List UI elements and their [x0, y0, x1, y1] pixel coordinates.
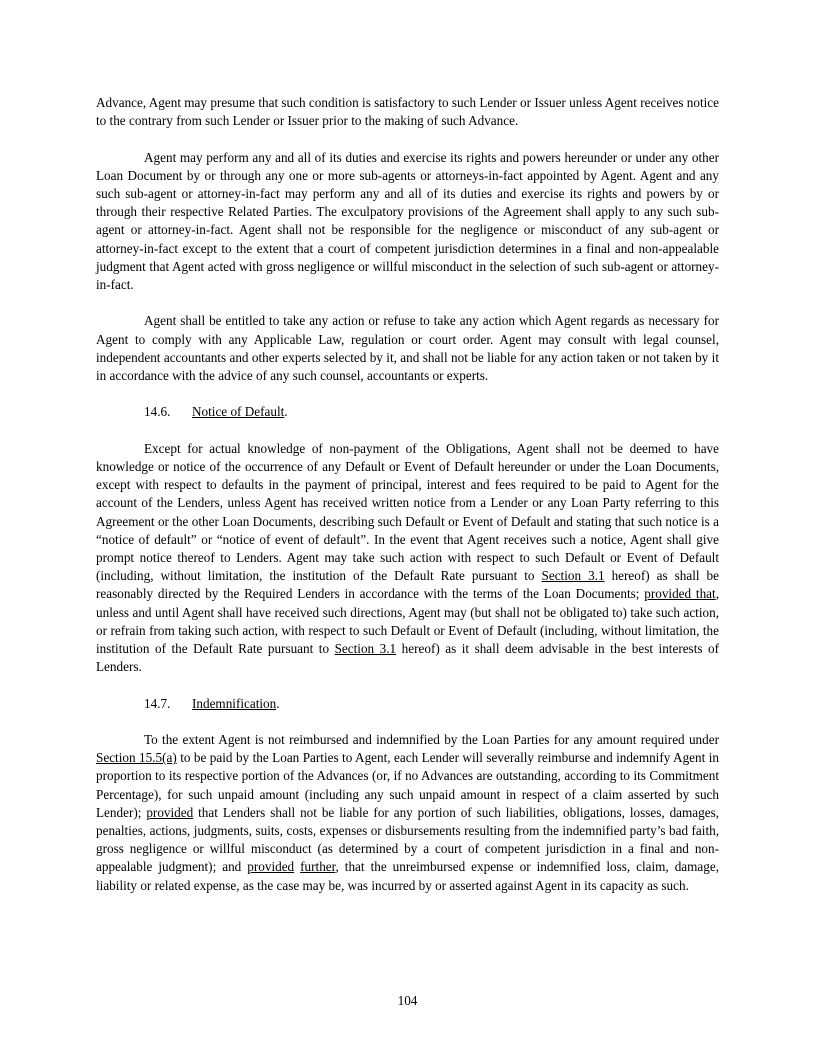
- further-term: further: [300, 859, 336, 875]
- section-number: 14.7.: [144, 695, 171, 711]
- text-run: hereof) as it shall deem advisable in the best interests of Lenders.: [96, 641, 719, 675]
- text-run: that Lenders shall not be liable for any portion of such liabilities, obligations, losses, damages, penalties, actions, judgments, suits, costs, expenses or disbursements resulting from the indemnified party’s bad faith, gross negligence or willful misconduct (as determined by a court of competent jurisdiction in a final and non-appealable judgment); and: [96, 804, 719, 875]
- paragraph-legal-counsel: Agent shall be entitled to take any action or refuse to take any action which Agent regards as necessary for Agent to comply with any Applicable Law, regulation or court order. Agent may consult with legal counsel, independent accountants and other experts selected by it, and shall not be liable for any action taken or not taken by it in accordance with the advice of any such counsel, accountants or experts.: [96, 313, 719, 384]
- paragraph-sub-agents: Agent may perform any and all of its duties and exercise its rights and powers hereunder or under any other Loan Document by or through any one or more sub-agents or attorneys-in-fact appointed by Agent. Agent and any such sub-agent or attorney-in-fact may perform any and all of its duties and exercise its rights and powers by or through their respective Related Parties. The exculpatory provisions of the Agreement shall apply to any such sub-agent or attorney-in-fact. Agent shall not be responsible for the negligence or misconduct of any sub-agent or attorney-in-fact except to the extent that a court of competent jurisdiction determines in a final and non-appealable judgment that Agent acted with gross negligence or willful misconduct in the selection of such sub-agent or attorney-in-fact.: [96, 149, 719, 293]
- page-number: 104: [397, 993, 418, 1008]
- text-run: , unless and until Agent shall have received such directions, Agent may (but shall not be obligated to) take such action, or refrain from taking such action, with respect to such Default or Event of Default (including, without limitation, the institution of the Default Rate pursuant to: [96, 586, 719, 657]
- section-title-period: .: [284, 404, 288, 420]
- section-reference: Section 3.1: [541, 568, 605, 584]
- section-title-period: .: [276, 695, 280, 711]
- text-run: , that the unreimbursed expense or indemnified loss, claim, damage, liability or related expense, as the case may be, was incurred by or asserted against Agent in its capacity as such.: [96, 859, 720, 893]
- paragraph-advance-condition: Advance, Agent may presume that such condition is satisfactory to such Lender or Issuer unless Agent receives notice to the contrary from such Lender or Issuer prior to the making of such Advance.: [96, 95, 719, 129]
- provided-that-term: provided that: [644, 586, 716, 602]
- section-number: 14.6.: [144, 404, 171, 420]
- provided-term: provided: [146, 804, 194, 820]
- section-reference: Section 3.1: [334, 641, 397, 657]
- section-heading-14-7: [96, 695, 719, 713]
- section-heading-14-6: [96, 403, 719, 421]
- text-run: to be paid by the Loan Parties to Agent, each Lender will severally reimburse and indemnify Agent in proportion to its respective portion of the Advances (or, if no Advances are outstanding, according to its Commitment Percentage), for such unpaid amount (including any such unpaid amount in respect of a claim asserted by such Lender);: [96, 750, 719, 820]
- text-run: To the extent Agent is not reimbursed and indemnified by the Loan Parties for any amount required under: [144, 732, 719, 748]
- paragraph-indemnification: [96, 731, 719, 895]
- section-title: Notice of Default: [192, 404, 285, 420]
- provided-term: provided: [247, 859, 295, 875]
- text-run: Except for actual knowledge of non-payment of the Obligations, Agent shall not be deemed to have knowledge or notice of the occurrence of any Default or Event of Default hereunder or under the Loan Documents, except with respect to defaults in the payment of principal, interest and fees required to be paid to Agent for the account of the Lenders, unless Agent has received written notice from a Lender or any Loan Party referring to this Agreement or the other Loan Documents, describing such Default or Event of Default and stating that such notice is a “notice of default” or “notice of event of default”. In the event that Agent receives such a notice, Agent shall give prompt notice thereof to Lenders. Agent may take such action with respect to such Default or Event of Default (including, without limitation, the institution of the Default Rate pursuant to: [96, 440, 719, 584]
- document-page: [96, 94, 719, 913]
- paragraph-notice-of-default: [96, 440, 719, 677]
- section-reference: Section 15.5(a): [96, 750, 177, 766]
- section-title: Indemnification: [192, 695, 277, 711]
- text-run: hereof) as shall be reasonably directed by the Required Lenders in accordance with the terms of the Loan Documents;: [96, 568, 719, 602]
